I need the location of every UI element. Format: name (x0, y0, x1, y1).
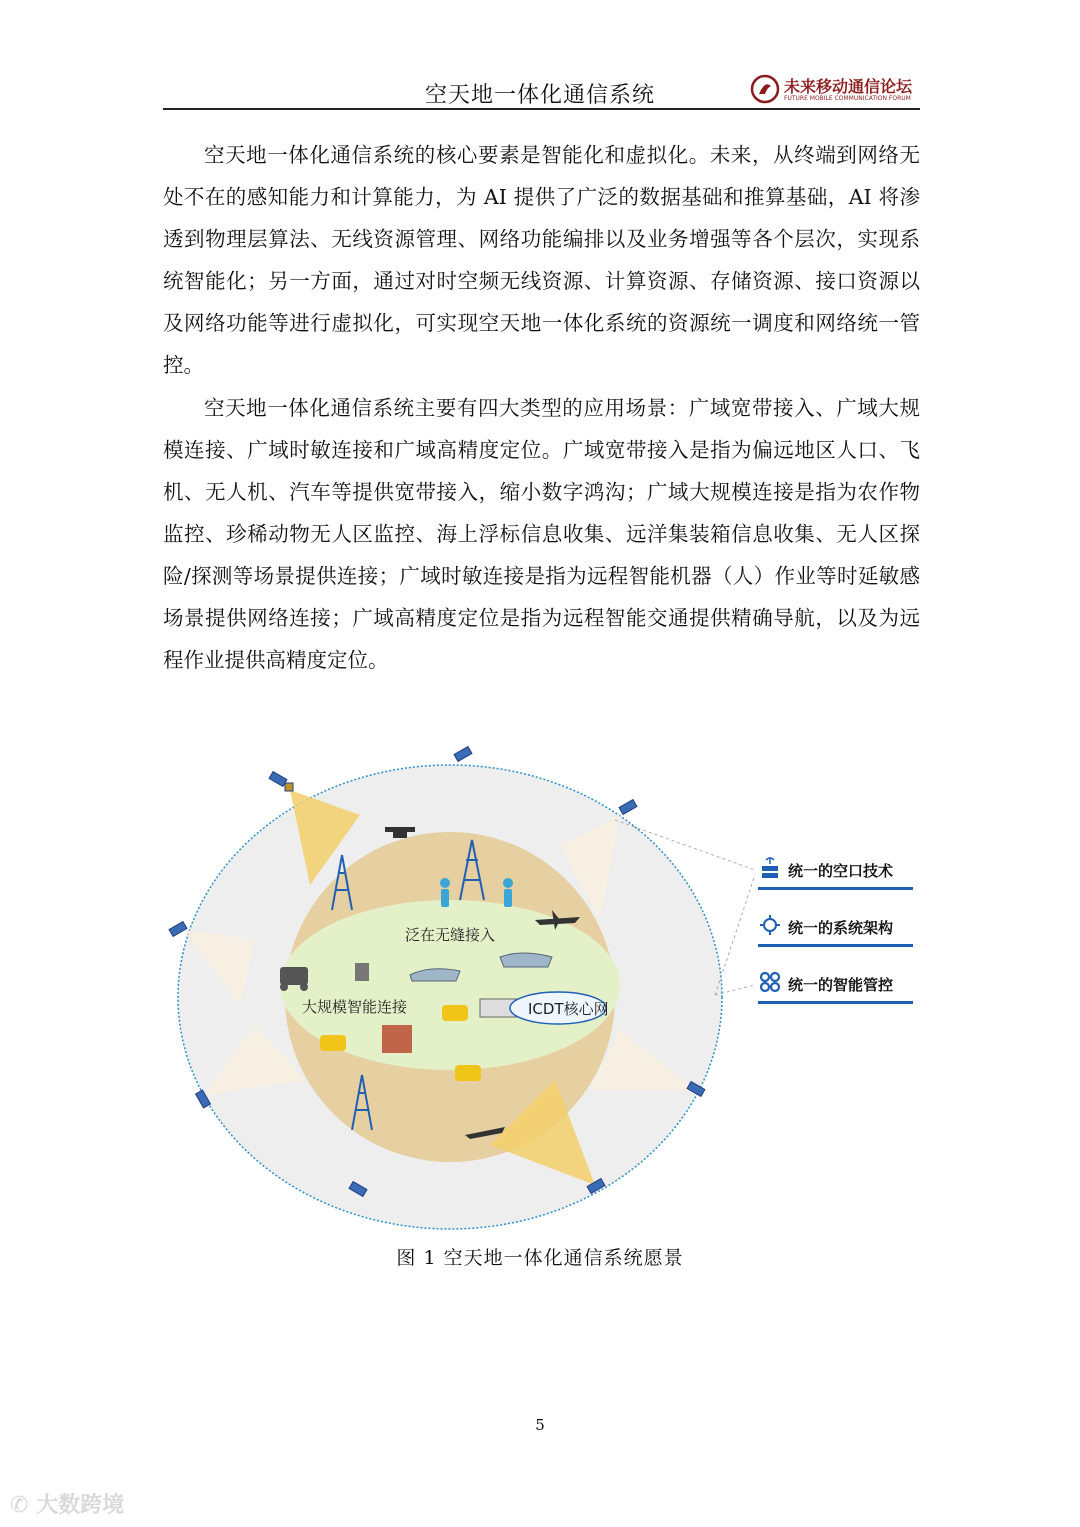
warehouse-icon (382, 1025, 412, 1053)
four-circles-icon (758, 970, 782, 994)
watermark-text: 大数跨境 (36, 1493, 125, 1518)
legend-item-air-interface (758, 852, 913, 894)
paragraph-2: 空天地一体化通信系统主要有四大类型的应用场景：广域宽带接入、广域大规模连接、广域时敏连接和广域高精度定位。广域宽带接入是指为偏远地区人口、飞机、无人机、汽车等提供宽带接入，缩小数字鸿沟；广域大规模连接是指为农作物监控、珍稀动物无人区监控、海上浮标信息收集、远洋集装箱信息收集、无人区探险/探测等场景提供连接；广域时敏连接是指为远程智能机器（人）作业等时延敏感场景提供网络连接；广域高精度定位是指为远程智能交通提供精确导航，以及为远程作业提供高精度定位。 (163, 396, 920, 672)
label-massive-connection: 大规模智能连接 (302, 998, 408, 1016)
logo-text: 未来移动通信论坛 (784, 77, 913, 96)
watermark-icon: ✆ (10, 1493, 37, 1518)
legend-label: 统一的系统架构 (788, 919, 894, 937)
page-number: 5 (535, 1416, 545, 1434)
header-title: 空天地一体化通信系统 (424, 83, 655, 108)
legend-underline (758, 887, 913, 890)
label-core-network: ICDT核心网 (528, 1000, 609, 1018)
forum-logo-icon (750, 74, 780, 104)
legend-underline (758, 944, 913, 947)
paragraph-1: 空天地一体化通信系统的核心要素是智能化和虚拟化。未来，从终端到网络无处不在的感知能力和计算能力，为 AI 提供了广泛的数据基础和推算基础，AI 将渗透到物理层算法、无线资源管理、网络功能编排以及业务增强等各个层次，实现系统智能化；另一方面，通过对时空频无线资源、计算资源、存储资源、接口资源以及网络功能等进行虚拟化，可实现空天地一体化系统的资源统一调度和网络统一管控。 (163, 143, 920, 377)
legend-underline (758, 1001, 913, 1004)
header-divider (163, 108, 920, 110)
logo-subtext: FUTURE MOBILE COMMUNICATION FORUM (784, 95, 911, 102)
watermark (10, 1488, 124, 1519)
forum-logo (750, 72, 925, 108)
figure-caption: 图 1 空天地一体化通信系统愿景 (396, 1247, 684, 1269)
legend-item-architecture (758, 909, 913, 951)
circuit-brain-icon (758, 913, 782, 937)
legend-item-management (758, 966, 913, 1008)
legend-label: 统一的空口技术 (788, 862, 894, 880)
antenna-server-icon (758, 856, 782, 880)
label-seamless-access: 泛在无缝接入 (405, 926, 496, 944)
legend-label: 统一的智能管控 (788, 976, 894, 994)
